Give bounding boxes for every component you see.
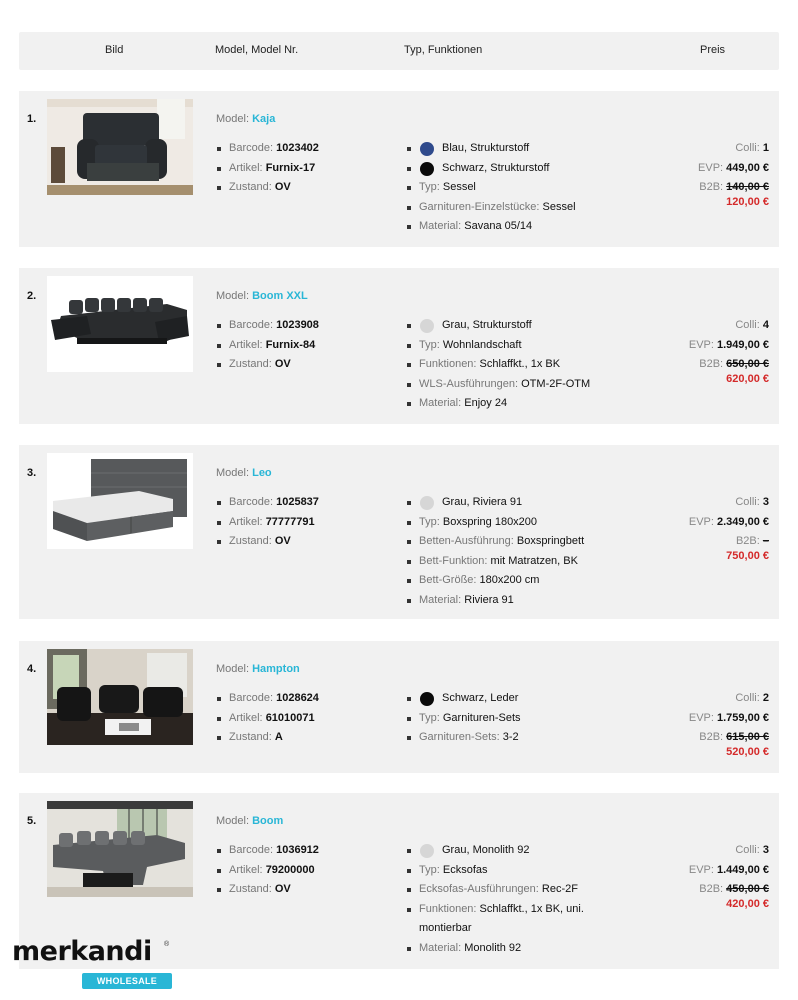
artikel: Artikel: Furnix-17 xyxy=(216,159,319,179)
barcode: Barcode: 1036912 xyxy=(216,841,319,861)
barcode: Barcode: 1023908 xyxy=(216,316,319,336)
model-name: Model: Kaja xyxy=(216,113,276,125)
feature-item: Ecksofas-Ausführungen: Rec-2F xyxy=(406,880,596,900)
article-info xyxy=(216,139,319,198)
article-info xyxy=(216,493,319,552)
header-model: Model, Model Nr. xyxy=(215,44,299,56)
feature-item: Betten-Ausführung: Boxspringbett xyxy=(406,532,584,552)
feature-item: Typ: Garnituren-Sets xyxy=(406,709,521,729)
color-option: Grau, Monolith 92 xyxy=(406,841,596,861)
color-swatch-icon xyxy=(420,142,434,156)
b2b-old-price: B2B: 650,00 € xyxy=(699,358,769,370)
feature-item: Typ: Wohnlandschaft xyxy=(406,336,590,356)
model-link[interactable]: Leo xyxy=(252,467,272,479)
b2b-price: 420,00 € xyxy=(726,898,769,910)
header-bild: Bild xyxy=(105,44,124,56)
row-number: 2. xyxy=(27,290,37,302)
article-info xyxy=(216,316,319,375)
sofa-icon[interactable] xyxy=(47,276,193,372)
barcode: Barcode: 1025837 xyxy=(216,493,319,513)
row-number: 5. xyxy=(27,815,37,827)
color-swatch-icon xyxy=(420,496,434,510)
evp-price: EVP: 2.349,00 € xyxy=(688,515,769,528)
feature-item: Material: Savana 05/14 xyxy=(406,217,576,237)
living-room-icon[interactable] xyxy=(47,649,193,745)
artikel: Artikel: Furnix-84 xyxy=(216,336,319,356)
registered-mark: ® xyxy=(164,941,170,948)
barcode: Barcode: 1028624 xyxy=(216,689,319,709)
features-list xyxy=(406,841,596,958)
feature-item: Bett-Funktion: mit Matratzen, BK xyxy=(406,552,584,572)
feature-item: Typ: Ecksofas xyxy=(406,861,596,881)
feature-item: Garnituren-Einzelstücke: Sessel xyxy=(406,198,576,218)
evp-price: EVP: 449,00 € xyxy=(698,161,769,174)
color-swatch-icon xyxy=(420,162,434,176)
barcode: Barcode: 1023402 xyxy=(216,139,319,159)
color-swatch-icon xyxy=(420,844,434,858)
zustand: Zustand: OV xyxy=(216,355,319,375)
b2b-old-price: B2B: 450,00 € xyxy=(699,883,769,895)
colli: Colli: 4 xyxy=(735,319,769,331)
colli: Colli: 1 xyxy=(735,142,769,154)
color-option: Blau, Strukturstoff xyxy=(406,139,576,159)
model-name: Model: Boom XXL xyxy=(216,290,308,302)
logo-wordmark: merkandi xyxy=(12,936,152,967)
armchair-icon[interactable] xyxy=(47,99,193,195)
features-list xyxy=(406,316,590,414)
evp-price: EVP: 1.449,00 € xyxy=(688,863,769,876)
product-row[interactable] xyxy=(19,91,779,247)
feature-item: Funktionen: Schlaffkt., 1x BK xyxy=(406,355,590,375)
row-number: 4. xyxy=(27,663,37,675)
product-row[interactable] xyxy=(19,641,779,773)
product-row[interactable] xyxy=(19,445,779,619)
table-header xyxy=(19,32,779,70)
zustand: Zustand: A xyxy=(216,728,319,748)
price-block xyxy=(689,841,769,912)
b2b-price: 620,00 € xyxy=(726,373,769,385)
feature-item: Material: Monolith 92 xyxy=(406,939,596,959)
feature-item: Funktionen: Schlaffkt., 1x BK, uni. montierbar xyxy=(406,900,596,939)
price-block xyxy=(689,689,769,760)
b2b-old-price: B2B: 615,00 € xyxy=(699,731,769,743)
colli: Colli: 3 xyxy=(735,844,769,856)
row-number: 1. xyxy=(27,113,37,125)
model-name: Model: Hampton xyxy=(216,663,300,675)
product-row[interactable] xyxy=(19,268,779,424)
zustand: Zustand: OV xyxy=(216,532,319,552)
model-link[interactable]: Hampton xyxy=(252,663,300,675)
price-block xyxy=(689,316,769,387)
row-number: 3. xyxy=(27,467,37,479)
evp-price: EVP: 1.759,00 € xyxy=(688,711,769,724)
b2b-price: 750,00 € xyxy=(726,550,769,562)
color-option: Grau, Strukturstoff xyxy=(406,316,590,336)
colli: Colli: 2 xyxy=(735,692,769,704)
features-list xyxy=(406,139,576,237)
model-name: Model: Leo xyxy=(216,467,272,479)
feature-item: Material: Enjoy 24 xyxy=(406,394,590,414)
article-info xyxy=(216,689,319,748)
b2b-old-price: B2B: 140,00 € xyxy=(699,181,769,193)
b2b-old-price: B2B: – xyxy=(735,535,769,547)
merkandi-logo[interactable] xyxy=(12,936,170,986)
evp-price: EVP: 1.949,00 € xyxy=(688,338,769,351)
color-option: Schwarz, Leder xyxy=(406,689,521,709)
zustand: Zustand: OV xyxy=(216,880,319,900)
color-swatch-icon xyxy=(420,319,434,333)
model-link[interactable]: Kaja xyxy=(252,113,276,125)
color-option: Schwarz, Strukturstoff xyxy=(406,159,576,179)
artikel: Artikel: 77777791 xyxy=(216,513,319,533)
wholesale-badge: WHOLESALE xyxy=(82,973,172,989)
bed-icon[interactable] xyxy=(47,453,193,549)
corner-sofa-icon[interactable] xyxy=(47,801,193,897)
color-option: Grau, Riviera 91 xyxy=(406,493,584,513)
model-link[interactable]: Boom XXL xyxy=(252,290,308,302)
zustand: Zustand: OV xyxy=(216,178,319,198)
model-name: Model: Boom xyxy=(216,815,284,827)
article-info xyxy=(216,841,319,900)
price-block xyxy=(698,139,769,210)
feature-item: Bett-Größe: 180x200 cm xyxy=(406,571,584,591)
feature-item: Typ: Sessel xyxy=(406,178,576,198)
artikel: Artikel: 79200000 xyxy=(216,861,319,881)
feature-item: Typ: Boxspring 180x200 xyxy=(406,513,584,533)
colli: Colli: 3 xyxy=(735,496,769,508)
features-list xyxy=(406,689,521,748)
price-block xyxy=(689,493,769,564)
header-preis: Preis xyxy=(700,44,726,56)
header-typ: Typ, Funktionen xyxy=(404,44,483,56)
artikel: Artikel: 61010071 xyxy=(216,709,319,729)
model-link[interactable]: Boom xyxy=(252,815,284,827)
features-list xyxy=(406,493,584,610)
b2b-price: 520,00 € xyxy=(726,746,769,758)
feature-item: Garnituren-Sets: 3-2 xyxy=(406,728,521,748)
color-swatch-icon xyxy=(420,692,434,706)
b2b-price: 120,00 € xyxy=(726,196,769,208)
feature-item: WLS-Ausführungen: OTM-2F-OTM xyxy=(406,375,590,395)
feature-item: Material: Riviera 91 xyxy=(406,591,584,611)
